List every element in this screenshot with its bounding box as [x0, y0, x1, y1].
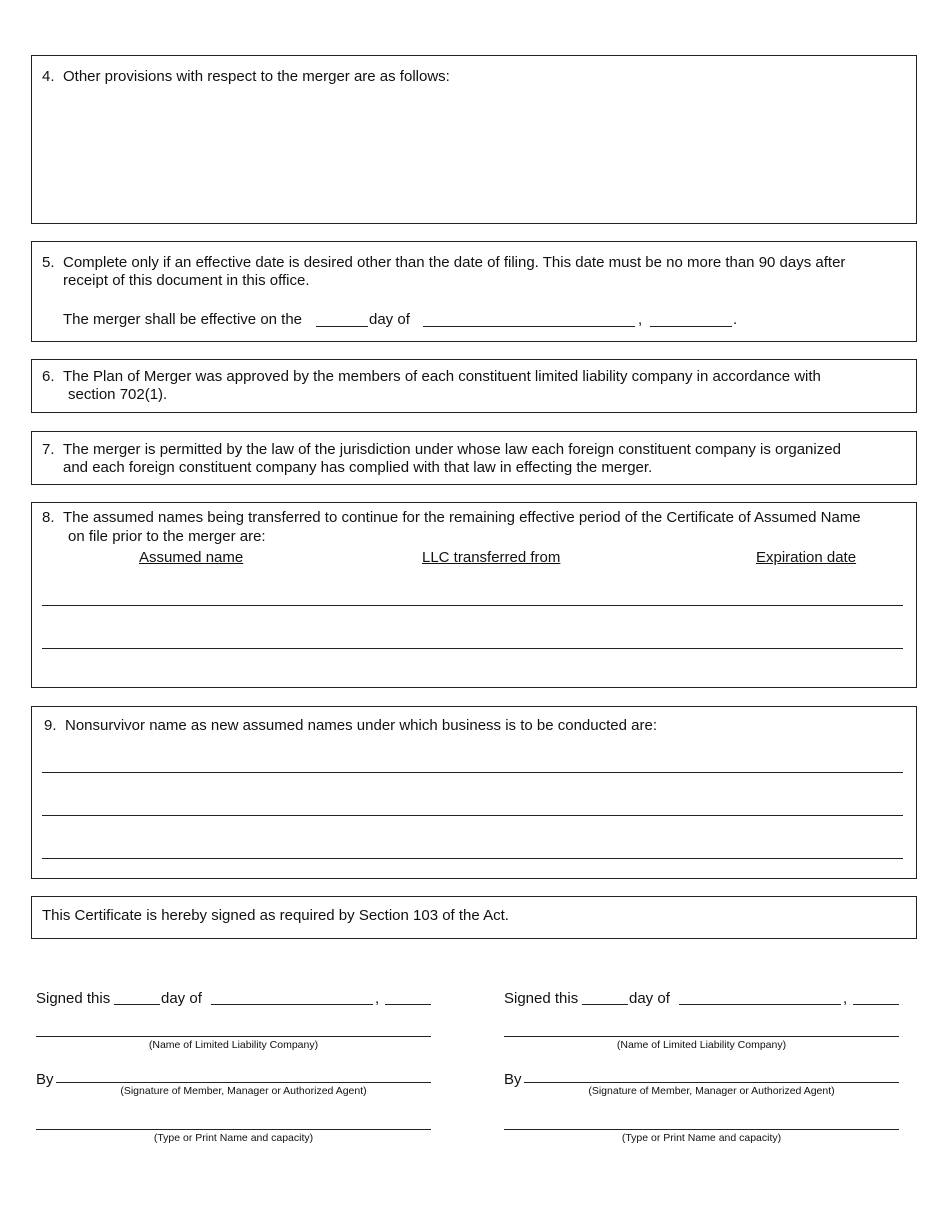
header-expiration-date: Expiration date [756, 549, 857, 566]
effective-comma: , [638, 311, 643, 328]
signed-this-label: Signed this [504, 990, 579, 1007]
effective-period: . [733, 311, 738, 328]
print-name-caption: (Type or Print Name and capacity) [153, 1132, 314, 1144]
llc-name-field[interactable] [504, 1036, 899, 1037]
llc-name-field[interactable] [36, 1036, 431, 1037]
signature-field[interactable] [524, 1082, 899, 1083]
signed-day-of-label: day of [161, 990, 202, 1007]
llc-name-caption: (Name of Limited Liability Company) [148, 1039, 319, 1051]
header-llc-transferred-from: LLC transferred from [422, 549, 561, 566]
new-assumed-name-line[interactable] [42, 815, 903, 816]
signed-year-field[interactable] [385, 1004, 431, 1005]
signed-day-field[interactable] [582, 1004, 628, 1005]
signed-day-field[interactable] [114, 1004, 160, 1005]
signature-caption: (Signature of Member, Manager or Authorized Agent) [588, 1085, 835, 1097]
signed-comma: , [843, 990, 848, 1007]
print-name-field[interactable] [504, 1129, 899, 1130]
section-9-text: Nonsurvivor name as new assumed names under which business is to be conducted are: [65, 717, 657, 734]
effective-year-field[interactable] [650, 326, 732, 327]
new-assumed-name-line[interactable] [42, 772, 903, 773]
new-assumed-name-line[interactable] [42, 858, 903, 859]
llc-name-caption: (Name of Limited Liability Company) [616, 1039, 787, 1051]
section-7-line-1: The merger is permitted by the law of the jurisdiction under whose law each foreign constituent company is organized [63, 441, 841, 458]
other-provisions-field[interactable] [42, 92, 908, 216]
signed-this-label: Signed this [36, 990, 111, 1007]
signature-caption: (Signature of Member, Manager or Authorized Agent) [120, 1085, 367, 1097]
effective-date-prefix: The merger shall be effective on the [63, 311, 303, 328]
section-9-number: 9. [44, 717, 57, 734]
signed-month-field[interactable] [679, 1004, 841, 1005]
section-8-line-1: The assumed names being transferred to continue for the remaining effective period of the Certificate of Assumed Name [63, 509, 861, 526]
assumed-name-entry-line[interactable] [42, 605, 903, 606]
section-5-line-1: Complete only if an effective date is desired other than the date of filing. This date must be no more than 90 days after [63, 254, 846, 271]
section-5-number: 5. [42, 254, 55, 271]
section-7-line-2: and each foreign constituent company has complied with that law in effecting the merger. [63, 459, 653, 476]
section-5-line-2: receipt of this document in this office. [63, 272, 310, 289]
print-name-caption: (Type or Print Name and capacity) [621, 1132, 782, 1144]
section-6-number: 6. [42, 368, 55, 385]
section-8-number: 8. [42, 509, 55, 526]
signed-month-field[interactable] [211, 1004, 373, 1005]
section-8-line-2: on file prior to the merger are: [68, 528, 266, 545]
signed-comma: , [375, 990, 380, 1007]
signed-day-of-label: day of [629, 990, 670, 1007]
section-4-text: Other provisions with respect to the merger are as follows: [63, 68, 450, 85]
signature-field[interactable] [56, 1082, 431, 1083]
section-6-line-1: The Plan of Merger was approved by the members of each constituent limited liability company in accordance with [63, 368, 821, 385]
section-7-number: 7. [42, 441, 55, 458]
section-6-line-2: section 702(1). [68, 386, 168, 403]
section-4-number: 4. [42, 68, 55, 85]
certificate-text: This Certificate is hereby signed as required by Section 103 of the Act. [42, 907, 509, 924]
signed-year-field[interactable] [853, 1004, 899, 1005]
print-name-field[interactable] [36, 1129, 431, 1130]
by-label: By [504, 1071, 522, 1088]
effective-month-field[interactable] [423, 326, 635, 327]
assumed-name-entry-line[interactable] [42, 648, 903, 649]
effective-day-field[interactable] [316, 326, 368, 327]
header-assumed-name: Assumed name [139, 549, 244, 566]
effective-day-of-label: day of [369, 311, 410, 328]
by-label: By [36, 1071, 54, 1088]
